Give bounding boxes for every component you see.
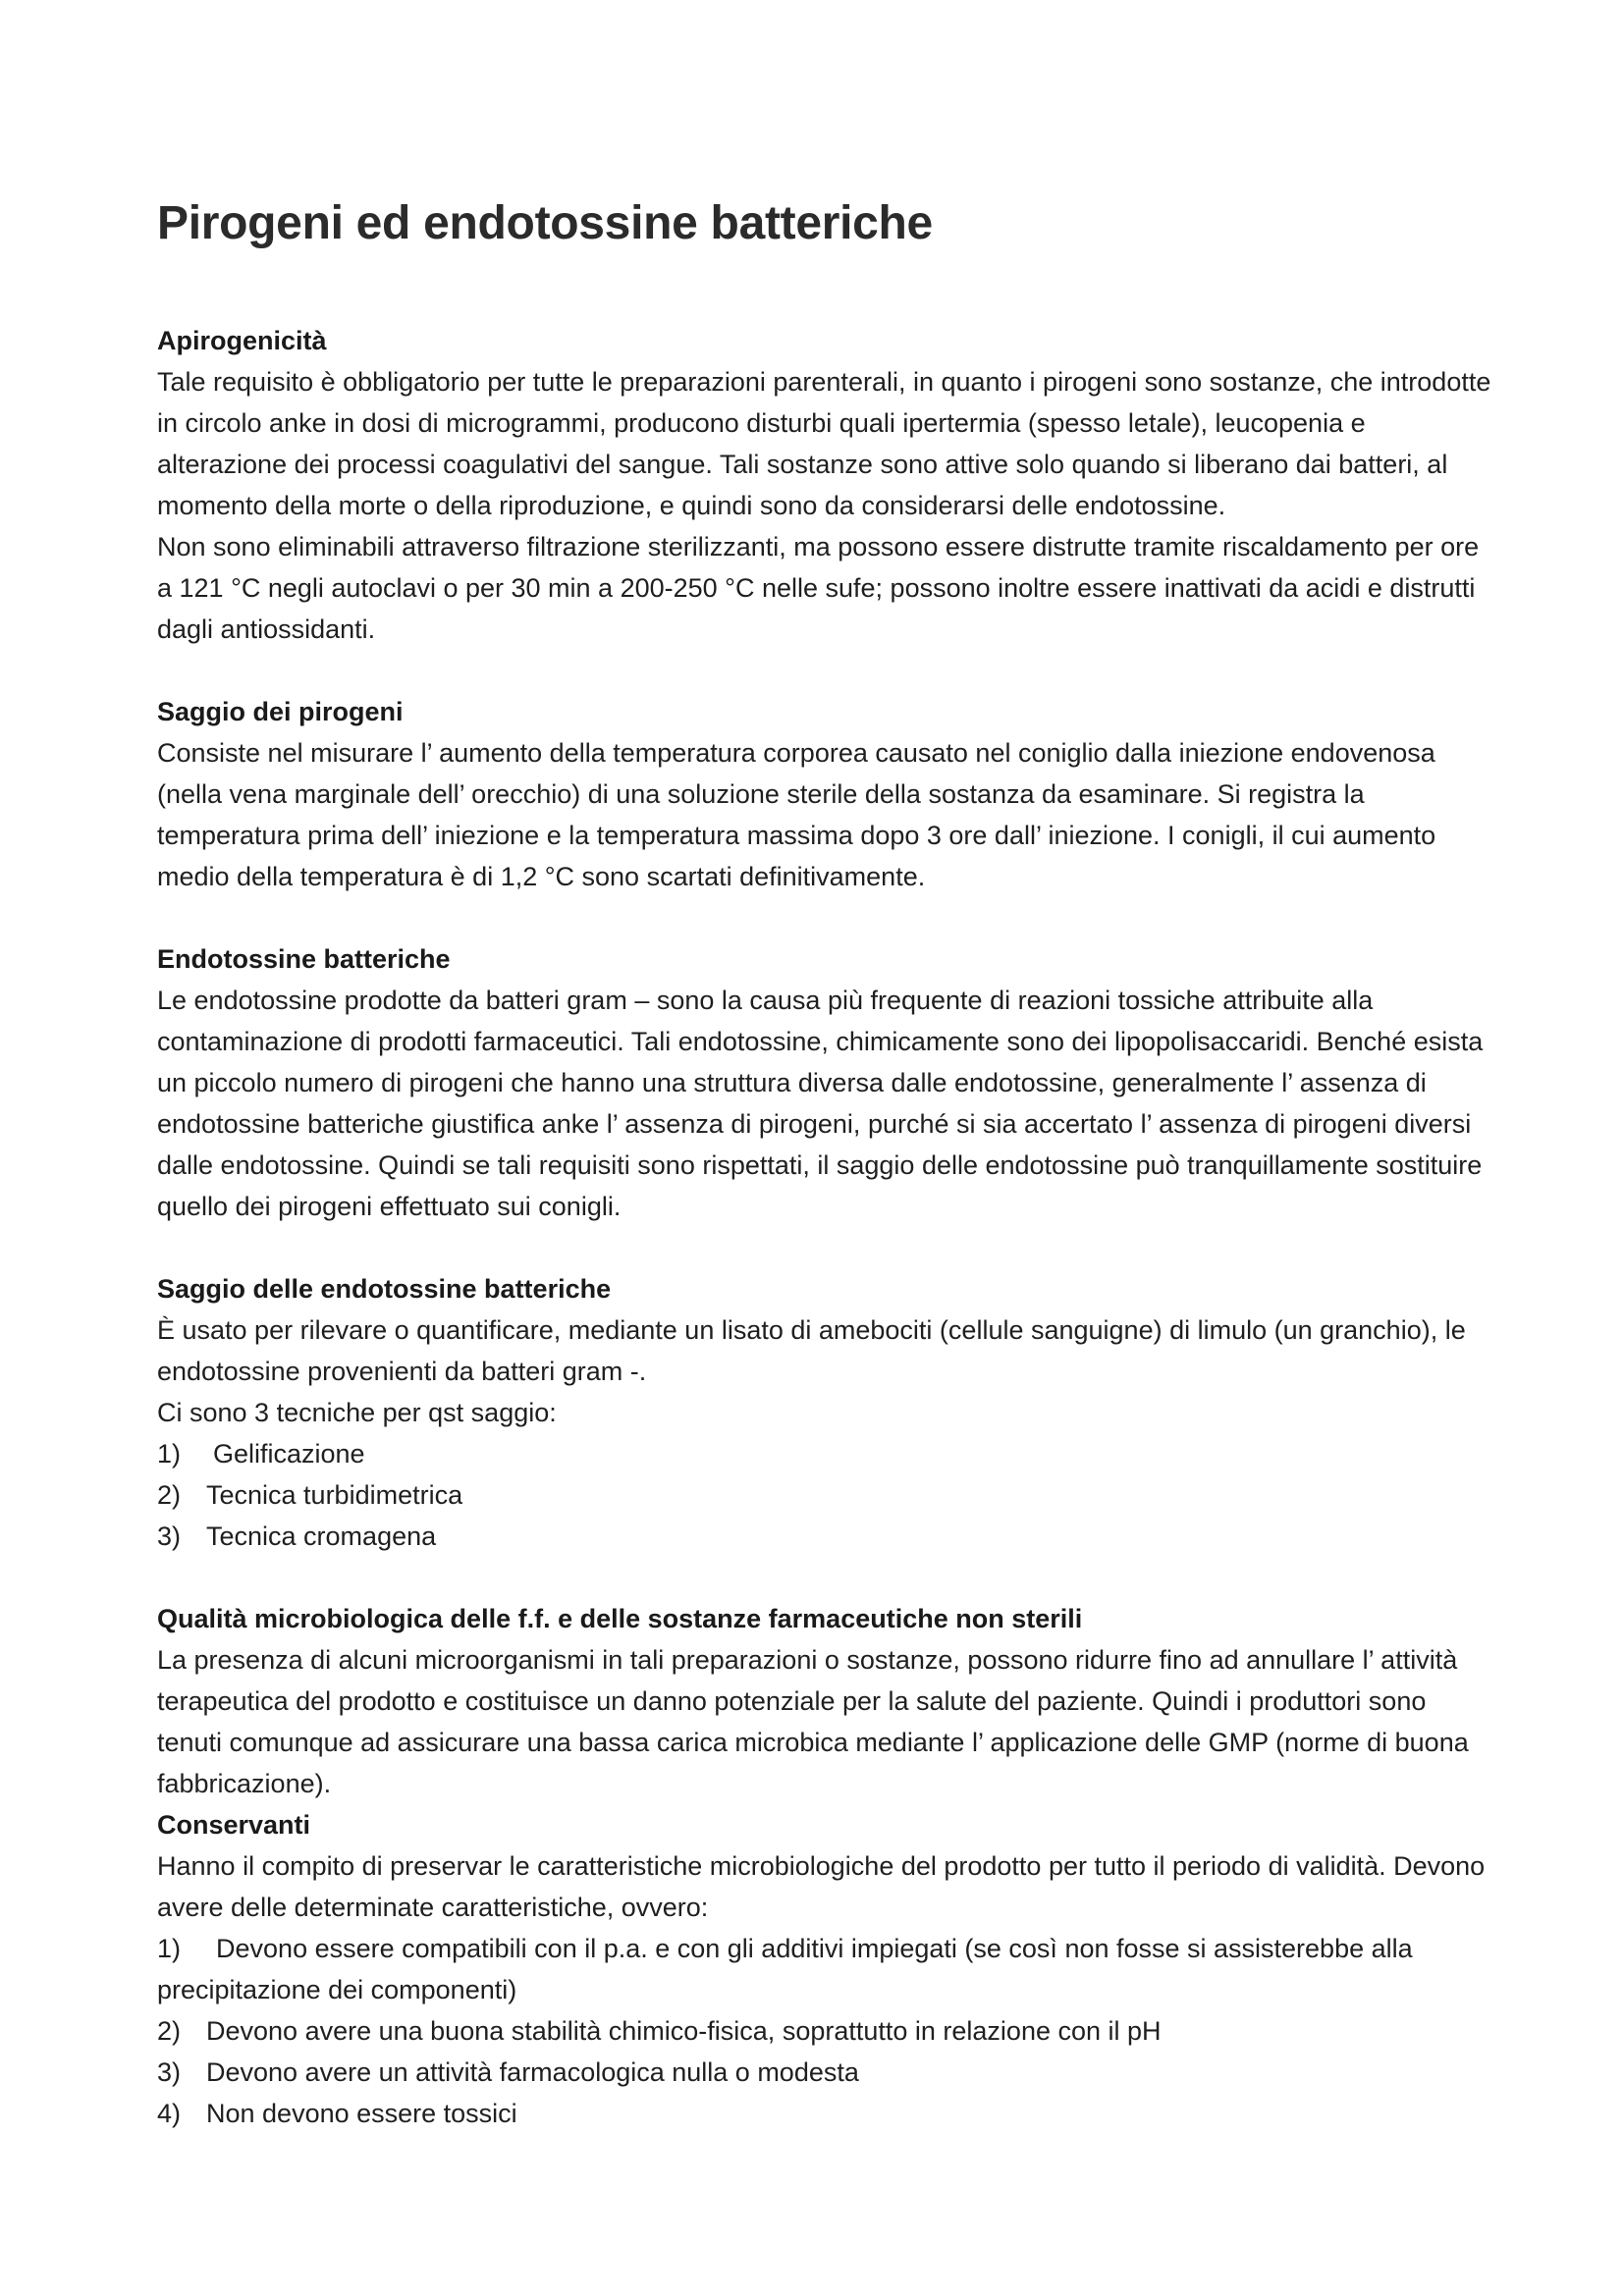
paragraph: Hanno il compito di preservar le caratteristiche microbiologiche del prodotto per tutto il periodo di validità. Devono avere delle determinate caratteristiche, ovvero:	[157, 1851, 1486, 1922]
list-text: Devono avere una buona stabilità chimico-fisica, soprattutto in relazione con il pH	[206, 2016, 1162, 2046]
section-heading: Endotossine batteriche	[157, 944, 451, 974]
section-conservanti	[157, 1804, 1492, 2134]
list-text: Tecnica turbidimetrica	[206, 1480, 463, 1510]
list-text: Gelificazione	[213, 1439, 365, 1468]
list-text: Tecnica cromagena	[206, 1522, 437, 1551]
list-item	[157, 1928, 1492, 2010]
list-number: 3)	[157, 2057, 182, 2087]
list-number: 1)	[157, 1439, 182, 1468]
list-number: 3)	[157, 1522, 182, 1551]
paragraph: Le endotossine prodotte da batteri gram – sono la causa più frequente di reazioni tossiche attribuite alla contaminazione di prodotti farmaceutici. Tali endotossine, chimicamente sono dei lipopolisaccaridi. Benché esista un piccolo numero di pirogeni che hanno una struttura diversa dalle endotossine, generalmente l’ assenza di endotossine batteriche giustifica anke l’ assenza di pirogeni, purché si sia accertato l’ assenza di pirogeni diversi dalle endotossine. Quindi se tali requisiti sono rispettati, il saggio delle endotossine può tranquillamente sostituire quello dei pirogeni effettuato sui conigli.	[157, 986, 1484, 1221]
section-heading: Apirogenicità	[157, 326, 327, 355]
section-heading: Conservanti	[157, 1810, 311, 1840]
list-item	[157, 1474, 1492, 1516]
section-qualita-microbiologica	[157, 1598, 1492, 1804]
list-number: 2)	[157, 1480, 182, 1510]
list-item	[157, 1433, 1492, 1474]
list-number: 1)	[157, 1934, 182, 1963]
list-text: Devono avere un attività farmacologica nulla o modesta	[206, 2057, 859, 2087]
list-number: 2)	[157, 2016, 182, 2046]
paragraph: Tale requisito è obbligatorio per tutte le preparazioni parenterali, in quanto i pirogeni sono sostanze, che introdotte in circolo anke in dosi di microgrammi, producono disturbi quali ipertermia (spesso letale), leucopenia e alterazione dei processi coagulativi del sangue. Tali sostanze sono attive solo quando si liberano dai batteri, al momento della morte o della riproduzione, e quindi sono da considerarsi delle endotossine.	[157, 367, 1491, 520]
paragraph: Consiste nel misurare l’ aumento della temperatura corporea causato nel coniglio dalla iniezione endovenosa (nella vena marginale dell’ orecchio) di una soluzione sterile della sostanza da esaminare. Si registra la temperatura prima dell’ iniezione e la temperatura massima dopo 3 ore dall’ iniezione. I conigli, il cui aumento medio della temperatura è di 1,2 °C sono scartati definitivamente.	[157, 738, 1436, 891]
section-saggio-pirogeni	[157, 691, 1492, 897]
paragraph: È usato per rilevare o quantificare, mediante un lisato di amebociti (cellule sanguigne) di limulo (un granchio), le endotossine provenienti da batteri gram -.	[157, 1315, 1466, 1386]
section-saggio-endotossine	[157, 1268, 1492, 1557]
section-endotossine	[157, 938, 1492, 1227]
section-apirogenicita	[157, 320, 1492, 650]
list-number: 4)	[157, 2099, 182, 2128]
list-text: Devono essere compatibili con il p.a. e con gli additivi impiegati (se così non fosse si assisterebbe alla precipitazione dei componenti)	[157, 1934, 1413, 2004]
list-item	[157, 2052, 1492, 2093]
list-text: Non devono essere tossici	[206, 2099, 517, 2128]
paragraph: Non sono eliminabili attraverso filtrazione sterilizzanti, ma possono essere distrutte tramite riscaldamento per ore a 121 °C negli autoclavi o per 30 min a 200-250 °C nelle sufe; possono inoltre essere inattivati da acidi e distrutti dagli antiossidanti.	[157, 532, 1480, 644]
list-item	[157, 1516, 1492, 1557]
paragraph: Ci sono 3 tecniche per qst saggio:	[157, 1398, 557, 1427]
section-heading: Saggio dei pirogeni	[157, 697, 404, 726]
document-content	[157, 194, 1492, 2134]
section-heading: Qualità microbiologica delle f.f. e delle sostanze farmaceutiche non sterili	[157, 1604, 1083, 1633]
section-heading: Saggio delle endotossine batteriche	[157, 1274, 612, 1304]
list-item	[157, 2093, 1492, 2134]
list-item	[157, 2010, 1492, 2052]
paragraph: La presenza di alcuni microorganismi in tali preparazioni o sostanze, possono ridurre fino ad annullare l’ attività terapeutica del prodotto e costituisce un danno potenziale per la salute del paziente. Quindi i produttori sono tenuti comunque ad assicurare una bassa carica microbica mediante l’ applicazione delle GMP (norme di buona fabbricazione).	[157, 1645, 1469, 1798]
page-title: Pirogeni ed endotossine batteriche	[157, 197, 933, 249]
